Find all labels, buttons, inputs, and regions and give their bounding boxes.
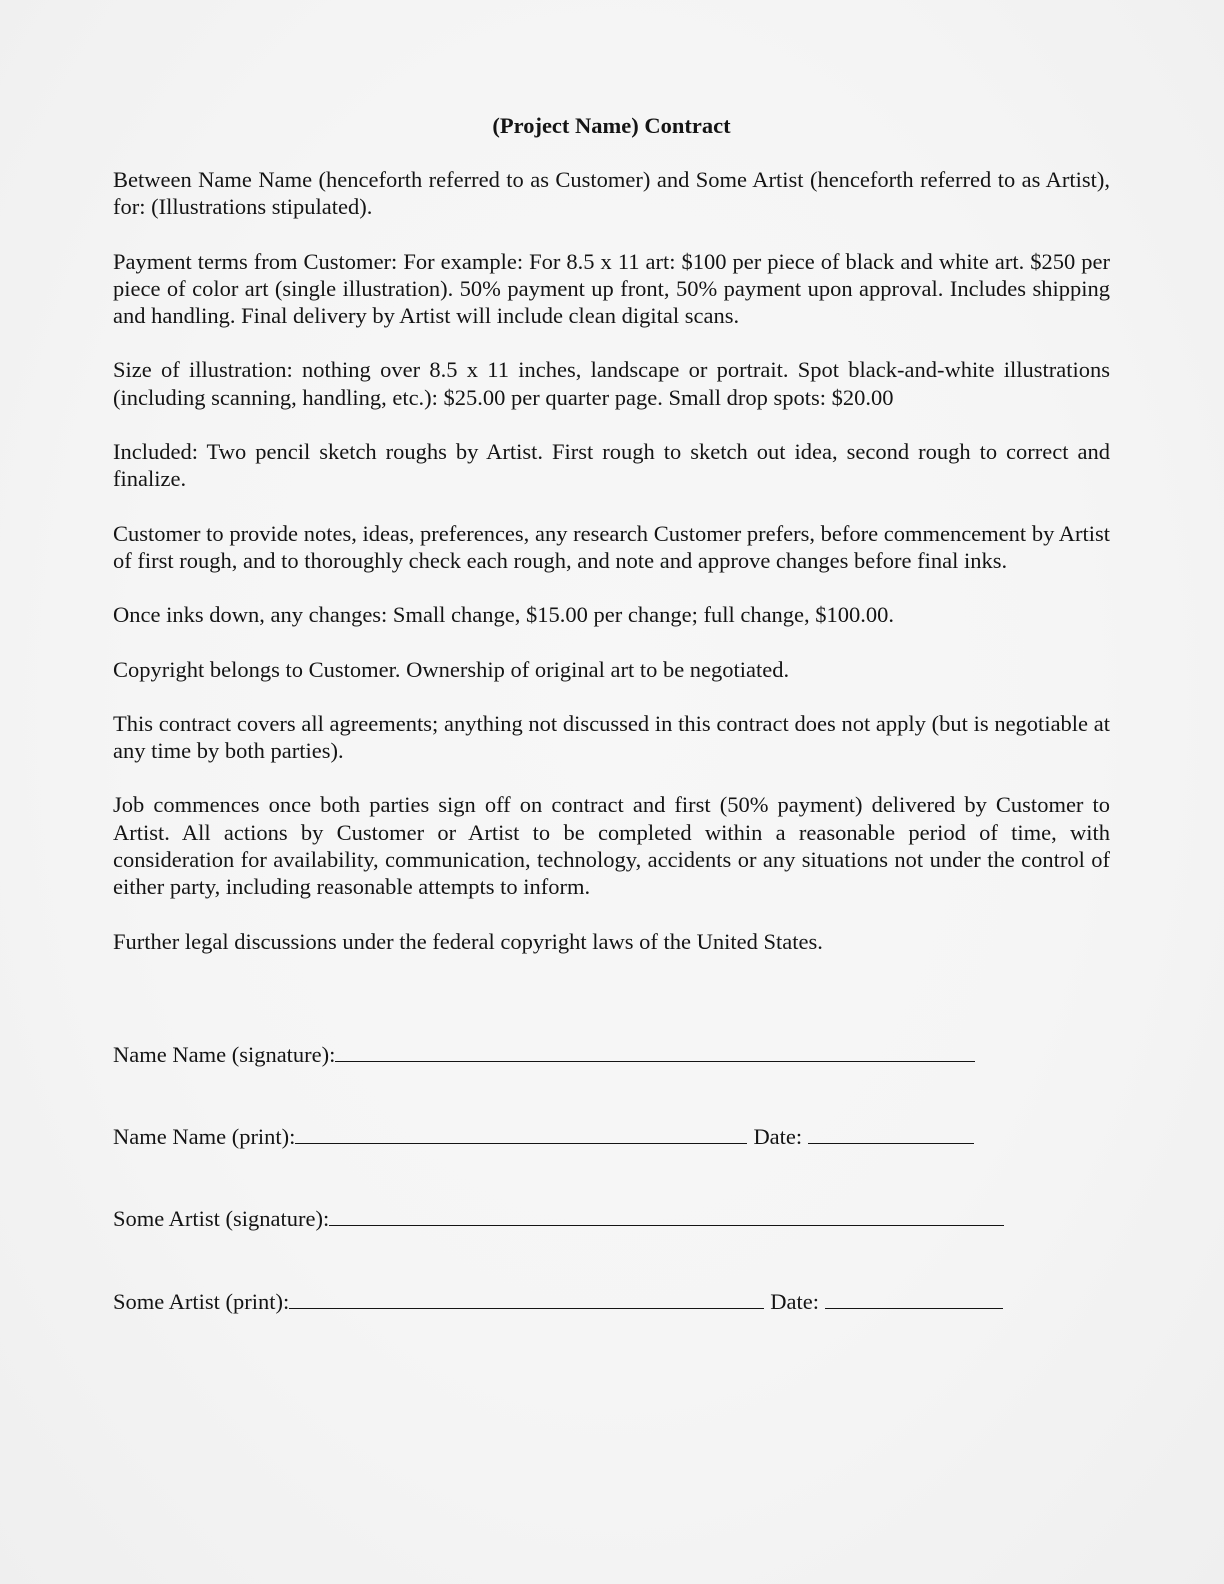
paragraph-legal: Further legal discussions under the federal copyright laws of the United States. [113, 928, 823, 954]
customer-signature-label: Name Name (signature): [113, 1042, 336, 1067]
customer-print-row [113, 1123, 1110, 1150]
paragraph-copyright: Copyright belongs to Customer. Ownership of original art to be negotiated. [113, 656, 790, 682]
artist-print-row [113, 1288, 1110, 1315]
paragraph-included: Included: Two pencil sketch roughs by Artist. First rough to sketch out idea, second rough to correct and finalize. [113, 439, 1110, 492]
customer-date-label: Date: [753, 1124, 803, 1149]
artist-print-label: Some Artist (print): [113, 1289, 290, 1314]
artist-signature-row [113, 1205, 1110, 1232]
paragraph-payment-terms: Payment terms from Customer: For example: For 8.5 x 11 art: $100 per piece of black and white art. $250 per piece of color art (single illustration). 50% payment up front, 50% payment upon approval. Includes shipping and handling. Final delivery by Artist will include clean digital scans. [113, 248, 1110, 329]
paragraph-parties: Between Name Name (henceforth referred to as Customer) and Some Artist (henceforth referred to as Artist), for: (Illustrations stipulated). [113, 167, 1110, 220]
contract-body [113, 112, 1110, 955]
artist-print-line[interactable] [289, 1288, 764, 1309]
paragraph-customer-provides: Customer to provide notes, ideas, preferences, any research Customer prefers, before commencement by Artist of first rough, and to thoroughly check each rough, and note and approve changes before final inks. [113, 520, 1110, 573]
customer-print-line[interactable] [295, 1123, 747, 1144]
artist-date-label: Date: [770, 1289, 819, 1314]
customer-date-line[interactable] [808, 1123, 974, 1144]
paragraph-agreements: This contract covers all agreements; anything not discussed in this contract does not apply (but is negotiable at any time by both parties). [113, 710, 1110, 764]
paragraph-illustration-size: Size of illustration: nothing over 8.5 x 11 inches, landscape or portrait. Spot black-and-white illustrations (including scanning, handling, etc.): $25.00 per quarter page. Small drop spots: $20.00 [113, 357, 1110, 410]
customer-signature-row [113, 1041, 1110, 1068]
artist-signature-line[interactable] [329, 1205, 1004, 1226]
contract-title: (Project Name) Contract [492, 113, 731, 138]
artist-date-line[interactable] [825, 1288, 1003, 1309]
artist-signature-label: Some Artist (signature): [113, 1206, 330, 1231]
paragraph-job-commences: Job commences once both parties sign off on contract and first (50% payment) delivered by Customer to Artist. All actions by Customer or Artist to be completed within a reasonable period of time, with consideration for availability, communication, technology, accidents or any situations not under the control of either party, including reasonable attempts to inform. [113, 792, 1110, 900]
customer-print-label: Name Name (print): [113, 1124, 296, 1149]
customer-signature-line[interactable] [335, 1041, 975, 1062]
paragraph-changes: Once inks down, any changes: Small change, $15.00 per change; full change, $100.00. [113, 602, 895, 628]
